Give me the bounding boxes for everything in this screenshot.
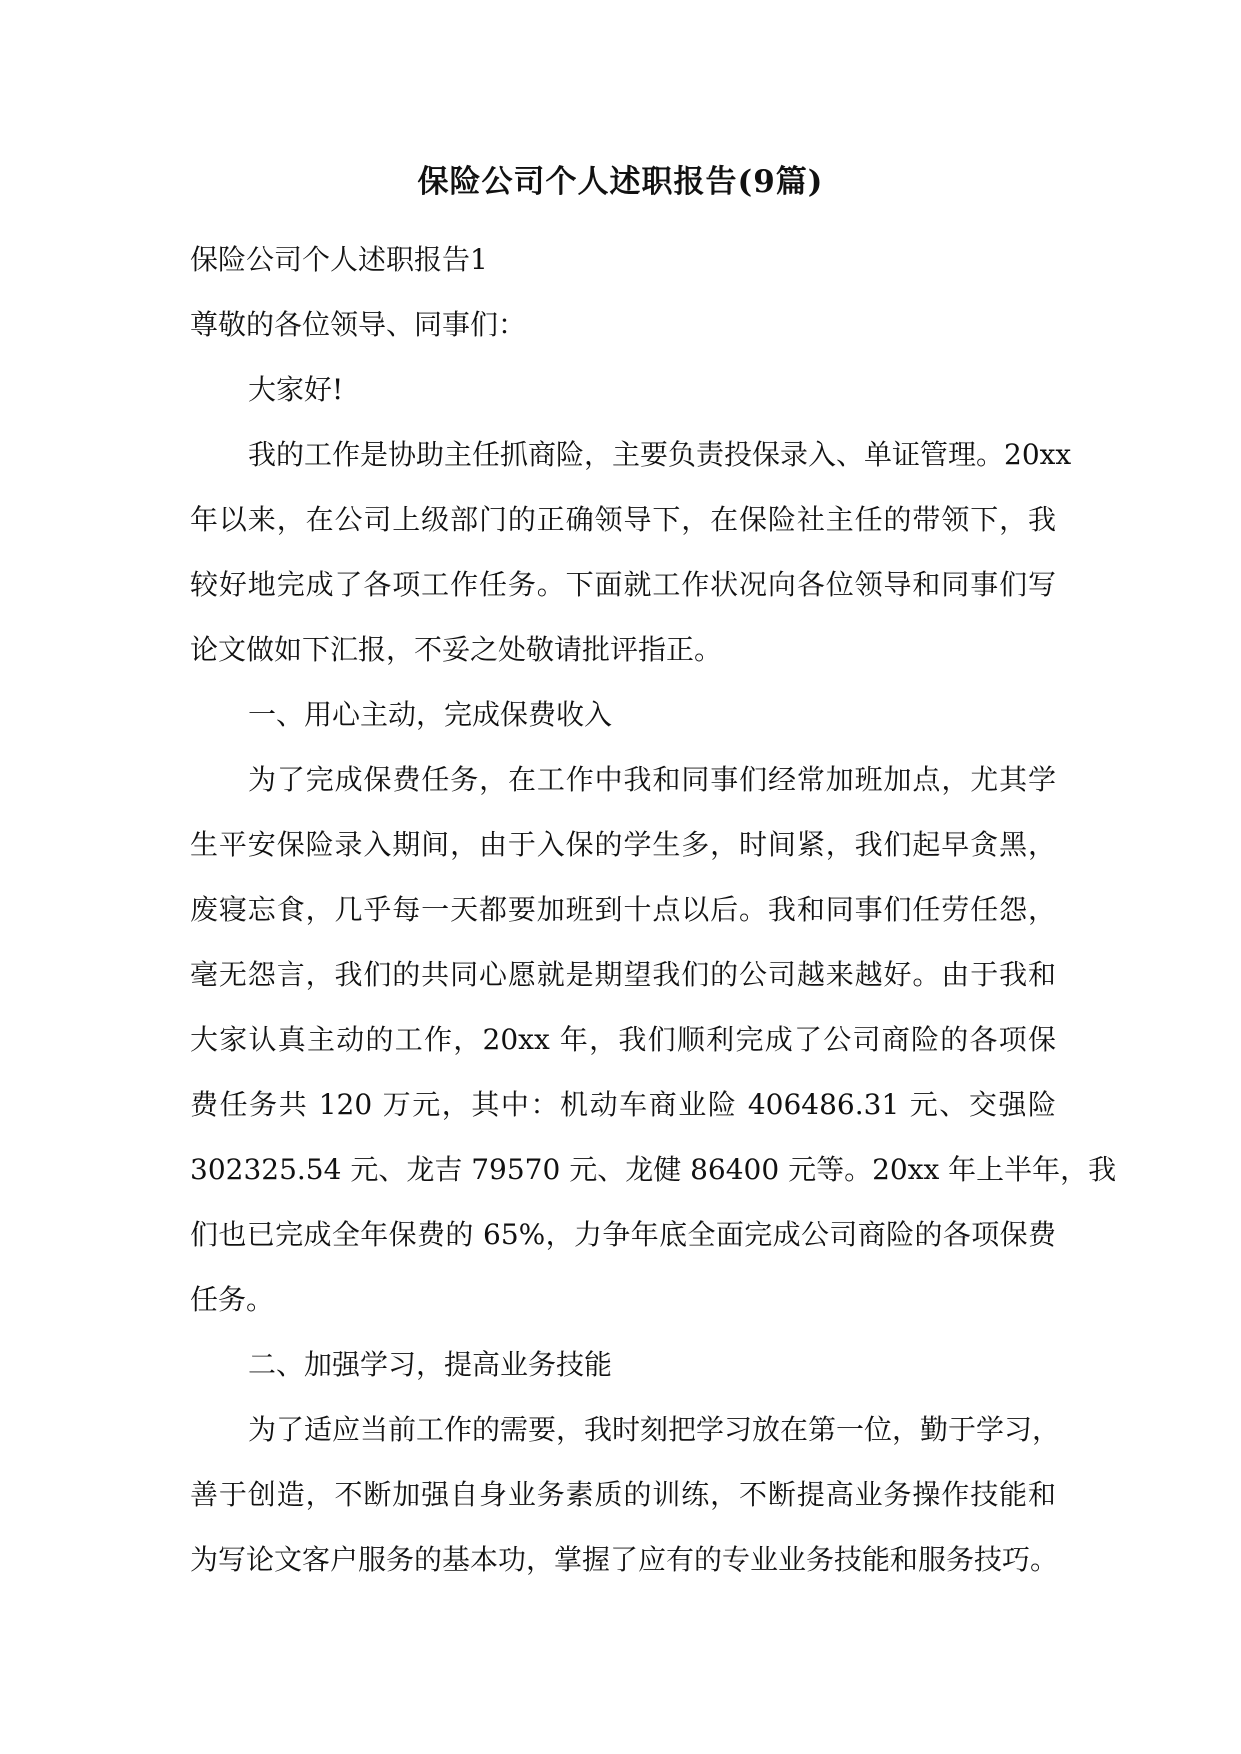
paragraph-line: 大家好!: [248, 373, 344, 406]
paragraph-line: 大家认真主动的工作，20xx 年，我们顺利完成了公司商险的各项保: [190, 1023, 1056, 1056]
paragraph-line: 二、加强学习，提高业务技能: [248, 1348, 613, 1381]
paragraph-line: 为了完成保费任务，在工作中我和同事们经常加班加点，尤其学: [248, 763, 1056, 796]
document-title: 保险公司个人述职报告(9篇): [417, 164, 824, 200]
paragraph-line: 保险公司个人述职报告1: [190, 243, 488, 276]
paragraph-line: 善于创造，不断加强自身业务素质的训练，不断提高业务操作技能和: [190, 1478, 1056, 1511]
paragraph-line: 任务。: [190, 1283, 275, 1316]
paragraph-line: 一、用心主动，完成保费收入: [248, 698, 613, 731]
paragraph-line: 生平安保险录入期间，由于入保的学生多，时间紧，我们起早贪黑，: [190, 828, 1056, 861]
paragraph-line: 302325.54 元、龙吉 79570 元、龙健 86400 元等。20xx 年上半年，我: [190, 1153, 1117, 1186]
paragraph-line: 废寝忘食，几乎每一天都要加班到十点以后。我和同事们任劳任怨，: [190, 893, 1056, 926]
paragraph-line: 年以来，在公司上级部门的正确领导下，在保险社主任的带领下，我: [190, 503, 1056, 536]
paragraph-line: 论文做如下汇报，不妥之处敬请批评指正。: [190, 633, 723, 666]
paragraph-line: 费任务共 120 万元，其中：机动车商业险 406486.31 元、交强险: [190, 1088, 1056, 1121]
paragraph-line: 为了适应当前工作的需要，我时刻把学习放在第一位，勤于学习，: [248, 1413, 1061, 1446]
paragraph-line: 尊敬的各位领导、同事们：: [190, 308, 527, 341]
document-body: [190, 227, 1117, 1592]
paragraph-line: 毫无怨言，我们的共同心愿就是期望我们的公司越来越好。由于我和: [190, 958, 1056, 991]
paragraph-line: 为写论文客户服务的基本功，掌握了应有的专业业务技能和服务技巧。: [190, 1543, 1059, 1576]
paragraph-line: 们也已完成全年保费的 65%，力争年底全面完成公司商险的各项保费: [190, 1218, 1056, 1251]
paragraph-line: 我的工作是协助主任抓商险，主要负责投保录入、单证管理。20xx: [248, 438, 1072, 471]
paragraph-line: 较好地完成了各项工作任务。下面就工作状况向各位领导和同事们写: [190, 568, 1056, 601]
